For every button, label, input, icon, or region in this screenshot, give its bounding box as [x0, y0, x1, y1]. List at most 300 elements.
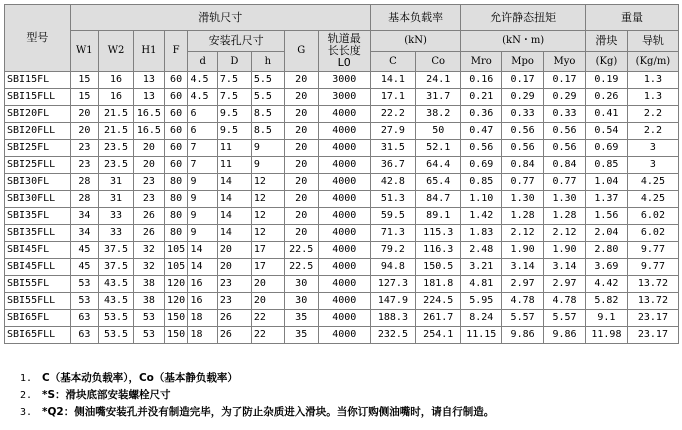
cell-co: 116.3 — [416, 242, 461, 259]
cell-block-weight: 11.98 — [585, 327, 627, 344]
cell-block-weight: 0.19 — [585, 72, 627, 89]
cell-h-small: 20 — [251, 276, 284, 293]
cell-rail-weight: 6.02 — [627, 225, 678, 242]
cell-w1: 45 — [70, 242, 98, 259]
cell-d-small: 18 — [188, 327, 217, 344]
cell-co: 115.3 — [416, 225, 461, 242]
cell-d-small: 14 — [188, 242, 217, 259]
cell-rail-weight: 3 — [627, 157, 678, 174]
cell-c: 22.2 — [370, 106, 415, 123]
cell-w1: 34 — [70, 208, 98, 225]
note-text: C（基本动负载率），Co（基本静负载率） — [42, 372, 238, 384]
header-torque: 允许静态扭矩 — [461, 5, 586, 31]
cell-l0: 3000 — [318, 89, 370, 106]
cell-w2: 21.5 — [99, 106, 134, 123]
cell-d-small: 16 — [188, 293, 217, 310]
note-text: *Q2：侧油嘴安装孔并没有制造完毕，为了防止杂质进入滑块。当你订购侧油嘴时，请自行制造。 — [42, 406, 495, 418]
cell-block-weight: 2.04 — [585, 225, 627, 242]
cell-model: SBI30FL — [5, 174, 71, 191]
cell-g: 20 — [284, 123, 318, 140]
cell-l0: 4000 — [318, 174, 370, 191]
cell-c: 17.1 — [370, 89, 415, 106]
cell-h-small: 22 — [251, 327, 284, 344]
cell-block-weight: 0.85 — [585, 157, 627, 174]
cell-d-small: 9 — [188, 174, 217, 191]
cell-block-weight: 0.41 — [585, 106, 627, 123]
cell-d-small: 7 — [188, 140, 217, 157]
cell-mpo: 1.28 — [502, 208, 544, 225]
cell-h1: 23 — [134, 174, 165, 191]
cell-l0: 4000 — [318, 225, 370, 242]
header-w1: W1 — [70, 31, 98, 72]
cell-h1: 23 — [134, 191, 165, 208]
cell-h1: 20 — [134, 140, 165, 157]
cell-mpo: 1.30 — [502, 191, 544, 208]
header-weight: 重量 — [585, 5, 678, 31]
cell-block-weight: 2.80 — [585, 242, 627, 259]
table-row — [5, 123, 679, 140]
table-body — [5, 72, 679, 344]
cell-w2: 43.5 — [99, 276, 134, 293]
cell-d-big: 14 — [217, 208, 251, 225]
header-h1: H1 — [134, 31, 165, 72]
cell-d-big: 14 — [217, 191, 251, 208]
cell-rail-weight: 1.3 — [627, 72, 678, 89]
notes-list — [20, 370, 494, 421]
cell-mro: 4.81 — [461, 276, 502, 293]
cell-c: 36.7 — [370, 157, 415, 174]
cell-rail-weight: 4.25 — [627, 191, 678, 208]
header-myo: Myo — [544, 52, 586, 72]
cell-block-weight: 3.69 — [585, 259, 627, 276]
cell-c: 127.3 — [370, 276, 415, 293]
table-row — [5, 327, 679, 344]
note-text: *S：滑块底部安装螺栓尺寸 — [42, 389, 171, 401]
cell-l0: 3000 — [318, 72, 370, 89]
cell-f: 105 — [164, 259, 188, 276]
cell-h-small: 5.5 — [251, 72, 284, 89]
cell-mpo: 4.78 — [502, 293, 544, 310]
note-item — [20, 387, 494, 404]
cell-mpo: 0.56 — [502, 123, 544, 140]
cell-myo: 0.84 — [544, 157, 586, 174]
cell-d-big: 23 — [217, 293, 251, 310]
cell-model: SBI45FL — [5, 242, 71, 259]
table-row — [5, 225, 679, 242]
cell-d-small: 16 — [188, 276, 217, 293]
cell-f: 60 — [164, 157, 188, 174]
cell-model: SBI25FLL — [5, 157, 71, 174]
cell-l0: 4000 — [318, 259, 370, 276]
cell-w2: 16 — [99, 72, 134, 89]
spec-table — [4, 4, 679, 344]
header-rail: 导轨 — [641, 34, 664, 47]
cell-d-small: 18 — [188, 310, 217, 327]
cell-mpo: 0.29 — [502, 89, 544, 106]
cell-h1: 32 — [134, 259, 165, 276]
cell-h1: 13 — [134, 89, 165, 106]
cell-myo: 1.30 — [544, 191, 586, 208]
cell-mpo: 0.84 — [502, 157, 544, 174]
cell-mpo: 0.17 — [502, 72, 544, 89]
cell-model: SBI30FLL — [5, 191, 71, 208]
cell-mpo: 2.12 — [502, 225, 544, 242]
header-rail-weight — [627, 31, 678, 52]
cell-f: 80 — [164, 174, 188, 191]
cell-d-big: 9.5 — [217, 106, 251, 123]
header-load-rating: 基本负载率 — [370, 5, 461, 31]
header-f: F — [164, 31, 188, 72]
cell-d-small: 9 — [188, 191, 217, 208]
cell-model: SBI20FLL — [5, 123, 71, 140]
header-rail-unit: (Kg/m) — [627, 52, 678, 72]
cell-w1: 45 — [70, 259, 98, 276]
header-block-weight — [585, 31, 627, 52]
cell-block-weight: 1.56 — [585, 208, 627, 225]
cell-d-big: 14 — [217, 174, 251, 191]
cell-co: 84.7 — [416, 191, 461, 208]
cell-model: SBI65FL — [5, 310, 71, 327]
cell-myo: 9.86 — [544, 327, 586, 344]
cell-f: 60 — [164, 106, 188, 123]
cell-h-small: 17 — [251, 242, 284, 259]
cell-c: 27.9 — [370, 123, 415, 140]
cell-myo: 1.90 — [544, 242, 586, 259]
cell-f: 60 — [164, 89, 188, 106]
table-row — [5, 157, 679, 174]
cell-l0: 4000 — [318, 293, 370, 310]
cell-mro: 1.42 — [461, 208, 502, 225]
cell-myo: 0.56 — [544, 140, 586, 157]
cell-block-weight: 0.54 — [585, 123, 627, 140]
cell-model: SBI15FLL — [5, 89, 71, 106]
cell-co: 24.1 — [416, 72, 461, 89]
cell-myo: 0.33 — [544, 106, 586, 123]
cell-block-weight: 9.1 — [585, 310, 627, 327]
cell-g: 35 — [284, 310, 318, 327]
header-rail-max-line2: 长长度 — [327, 44, 361, 57]
table-row — [5, 310, 679, 327]
cell-model: SBI15FL — [5, 72, 71, 89]
cell-h1: 16.5 — [134, 106, 165, 123]
cell-mpo: 2.97 — [502, 276, 544, 293]
cell-co: 181.8 — [416, 276, 461, 293]
cell-f: 80 — [164, 208, 188, 225]
cell-h-small: 20 — [251, 293, 284, 310]
cell-mro: 0.85 — [461, 174, 502, 191]
cell-w1: 53 — [70, 293, 98, 310]
cell-d-big: 14 — [217, 225, 251, 242]
cell-w2: 53.5 — [99, 327, 134, 344]
table-row — [5, 140, 679, 157]
header-d-small: d — [188, 52, 217, 72]
cell-myo: 4.78 — [544, 293, 586, 310]
cell-co: 89.1 — [416, 208, 461, 225]
cell-model: SBI20FL — [5, 106, 71, 123]
note-item — [20, 404, 494, 421]
cell-f: 80 — [164, 191, 188, 208]
table-row — [5, 72, 679, 89]
cell-d-small: 6 — [188, 123, 217, 140]
cell-co: 65.4 — [416, 174, 461, 191]
cell-d-big: 11 — [217, 140, 251, 157]
cell-mro: 1.10 — [461, 191, 502, 208]
cell-h-small: 22 — [251, 310, 284, 327]
cell-mpo: 3.14 — [502, 259, 544, 276]
cell-h-small: 9 — [251, 140, 284, 157]
cell-co: 64.4 — [416, 157, 461, 174]
cell-myo: 5.57 — [544, 310, 586, 327]
cell-mro: 0.36 — [461, 106, 502, 123]
cell-w1: 28 — [70, 174, 98, 191]
cell-w2: 53.5 — [99, 310, 134, 327]
cell-rail-weight: 9.77 — [627, 242, 678, 259]
header-row-2 — [5, 31, 679, 52]
cell-w2: 21.5 — [99, 123, 134, 140]
cell-c: 79.2 — [370, 242, 415, 259]
cell-mpo: 1.90 — [502, 242, 544, 259]
cell-f: 120 — [164, 293, 188, 310]
header-block-unit: (Kg) — [585, 52, 627, 72]
cell-co: 38.2 — [416, 106, 461, 123]
cell-c: 42.8 — [370, 174, 415, 191]
table-row — [5, 259, 679, 276]
cell-h1: 13 — [134, 72, 165, 89]
cell-c: 94.8 — [370, 259, 415, 276]
cell-h-small: 12 — [251, 208, 284, 225]
cell-h1: 53 — [134, 310, 165, 327]
cell-l0: 4000 — [318, 157, 370, 174]
cell-mpo: 5.57 — [502, 310, 544, 327]
cell-w2: 37.5 — [99, 242, 134, 259]
cell-w1: 20 — [70, 123, 98, 140]
cell-co: 50 — [416, 123, 461, 140]
cell-rail-weight: 13.72 — [627, 276, 678, 293]
cell-g: 20 — [284, 225, 318, 242]
cell-myo: 0.77 — [544, 174, 586, 191]
cell-co: 150.5 — [416, 259, 461, 276]
cell-co: 254.1 — [416, 327, 461, 344]
cell-rail-weight: 23.17 — [627, 327, 678, 344]
cell-w1: 20 — [70, 106, 98, 123]
cell-model: SBI65FLL — [5, 327, 71, 344]
cell-g: 20 — [284, 106, 318, 123]
cell-rail-weight: 9.77 — [627, 259, 678, 276]
cell-h1: 38 — [134, 276, 165, 293]
cell-g: 30 — [284, 276, 318, 293]
table-row — [5, 89, 679, 106]
cell-model: SBI55FL — [5, 276, 71, 293]
cell-h1: 53 — [134, 327, 165, 344]
cell-co: 31.7 — [416, 89, 461, 106]
cell-w2: 33 — [99, 208, 134, 225]
cell-w2: 31 — [99, 191, 134, 208]
cell-mpo: 9.86 — [502, 327, 544, 344]
cell-f: 120 — [164, 276, 188, 293]
cell-rail-weight: 13.72 — [627, 293, 678, 310]
cell-l0: 4000 — [318, 191, 370, 208]
cell-h-small: 5.5 — [251, 89, 284, 106]
cell-w2: 37.5 — [99, 259, 134, 276]
header-rail-size: 滑轨尺寸 — [70, 5, 370, 31]
cell-l0: 4000 — [318, 276, 370, 293]
header-block: 滑块 — [595, 34, 618, 47]
cell-d-small: 14 — [188, 259, 217, 276]
table-row — [5, 106, 679, 123]
cell-f: 60 — [164, 72, 188, 89]
cell-d-small: 9 — [188, 208, 217, 225]
cell-d-big: 7.5 — [217, 72, 251, 89]
header-rail-max-length — [318, 31, 370, 72]
header-torque-unit: (kN・m) — [461, 31, 586, 52]
cell-w1: 53 — [70, 276, 98, 293]
cell-w1: 23 — [70, 157, 98, 174]
header-d-big: D — [217, 52, 251, 72]
cell-g: 30 — [284, 293, 318, 310]
cell-d-small: 7 — [188, 157, 217, 174]
cell-block-weight: 0.69 — [585, 140, 627, 157]
cell-myo: 2.97 — [544, 276, 586, 293]
cell-h-small: 12 — [251, 225, 284, 242]
cell-h1: 16.5 — [134, 123, 165, 140]
cell-w2: 33 — [99, 225, 134, 242]
header-rail-max-line1: 轨道最 — [327, 32, 361, 45]
cell-l0: 4000 — [318, 327, 370, 344]
cell-block-weight: 0.26 — [585, 89, 627, 106]
cell-mro: 0.21 — [461, 89, 502, 106]
table-row — [5, 242, 679, 259]
cell-w2: 16 — [99, 89, 134, 106]
cell-f: 150 — [164, 310, 188, 327]
cell-f: 105 — [164, 242, 188, 259]
note-number: 2. — [20, 390, 33, 401]
header-c: C — [370, 52, 415, 72]
cell-rail-weight: 1.3 — [627, 89, 678, 106]
cell-g: 22.5 — [284, 259, 318, 276]
cell-rail-weight: 2.2 — [627, 106, 678, 123]
note-number: 1. — [20, 373, 33, 384]
cell-w2: 31 — [99, 174, 134, 191]
cell-g: 20 — [284, 157, 318, 174]
cell-w2: 23.5 — [99, 140, 134, 157]
cell-g: 20 — [284, 140, 318, 157]
header-h-small: h — [251, 52, 284, 72]
cell-mpo: 0.77 — [502, 174, 544, 191]
cell-co: 52.1 — [416, 140, 461, 157]
cell-d-small: 4.5 — [188, 72, 217, 89]
header-hole-size: 安装孔尺寸 — [188, 31, 284, 52]
cell-mro: 2.48 — [461, 242, 502, 259]
cell-mpo: 0.56 — [502, 140, 544, 157]
cell-myo: 2.12 — [544, 225, 586, 242]
cell-f: 150 — [164, 327, 188, 344]
cell-d-big: 9.5 — [217, 123, 251, 140]
header-w2: W2 — [99, 31, 134, 72]
cell-c: 71.3 — [370, 225, 415, 242]
cell-w1: 34 — [70, 225, 98, 242]
cell-f: 60 — [164, 123, 188, 140]
cell-c: 188.3 — [370, 310, 415, 327]
cell-l0: 4000 — [318, 106, 370, 123]
cell-h1: 32 — [134, 242, 165, 259]
header-model: 型号 — [5, 5, 71, 72]
cell-myo: 3.14 — [544, 259, 586, 276]
cell-mro: 1.83 — [461, 225, 502, 242]
cell-mro: 11.15 — [461, 327, 502, 344]
cell-h-small: 9 — [251, 157, 284, 174]
header-row-1 — [5, 5, 679, 31]
header-load-unit: (kN) — [370, 31, 461, 52]
cell-block-weight: 4.42 — [585, 276, 627, 293]
cell-h-small: 12 — [251, 191, 284, 208]
cell-f: 60 — [164, 140, 188, 157]
cell-w1: 28 — [70, 191, 98, 208]
cell-c: 147.9 — [370, 293, 415, 310]
cell-w2: 23.5 — [99, 157, 134, 174]
table-row — [5, 276, 679, 293]
cell-l0: 4000 — [318, 140, 370, 157]
cell-w1: 15 — [70, 72, 98, 89]
cell-g: 20 — [284, 89, 318, 106]
cell-d-big: 11 — [217, 157, 251, 174]
table-row — [5, 208, 679, 225]
cell-c: 232.5 — [370, 327, 415, 344]
cell-model: SBI25FL — [5, 140, 71, 157]
cell-co: 224.5 — [416, 293, 461, 310]
cell-mro: 8.24 — [461, 310, 502, 327]
table-row — [5, 174, 679, 191]
header-mro: Mro — [461, 52, 502, 72]
cell-rail-weight: 2.2 — [627, 123, 678, 140]
cell-myo: 0.29 — [544, 89, 586, 106]
note-item — [20, 370, 494, 387]
cell-model: SBI55FLL — [5, 293, 71, 310]
cell-block-weight: 5.82 — [585, 293, 627, 310]
cell-mro: 0.47 — [461, 123, 502, 140]
cell-myo: 1.28 — [544, 208, 586, 225]
cell-co: 261.7 — [416, 310, 461, 327]
cell-c: 14.1 — [370, 72, 415, 89]
cell-c: 31.5 — [370, 140, 415, 157]
cell-h-small: 8.5 — [251, 106, 284, 123]
cell-block-weight: 1.04 — [585, 174, 627, 191]
cell-d-big: 7.5 — [217, 89, 251, 106]
cell-d-small: 9 — [188, 225, 217, 242]
cell-d-big: 23 — [217, 276, 251, 293]
table-row — [5, 191, 679, 208]
cell-d-big: 20 — [217, 259, 251, 276]
cell-rail-weight: 23.17 — [627, 310, 678, 327]
cell-mro: 0.69 — [461, 157, 502, 174]
cell-h-small: 12 — [251, 174, 284, 191]
cell-h1: 26 — [134, 208, 165, 225]
cell-w1: 63 — [70, 327, 98, 344]
cell-model: SBI35FL — [5, 208, 71, 225]
cell-model: SBI45FLL — [5, 259, 71, 276]
cell-rail-weight: 6.02 — [627, 208, 678, 225]
cell-d-big: 20 — [217, 242, 251, 259]
cell-l0: 4000 — [318, 208, 370, 225]
cell-l0: 4000 — [318, 123, 370, 140]
cell-f: 80 — [164, 225, 188, 242]
note-number: 3. — [20, 407, 33, 418]
cell-g: 20 — [284, 174, 318, 191]
table-row — [5, 293, 679, 310]
cell-h-small: 17 — [251, 259, 284, 276]
cell-rail-weight: 4.25 — [627, 174, 678, 191]
cell-g: 20 — [284, 72, 318, 89]
cell-w2: 43.5 — [99, 293, 134, 310]
